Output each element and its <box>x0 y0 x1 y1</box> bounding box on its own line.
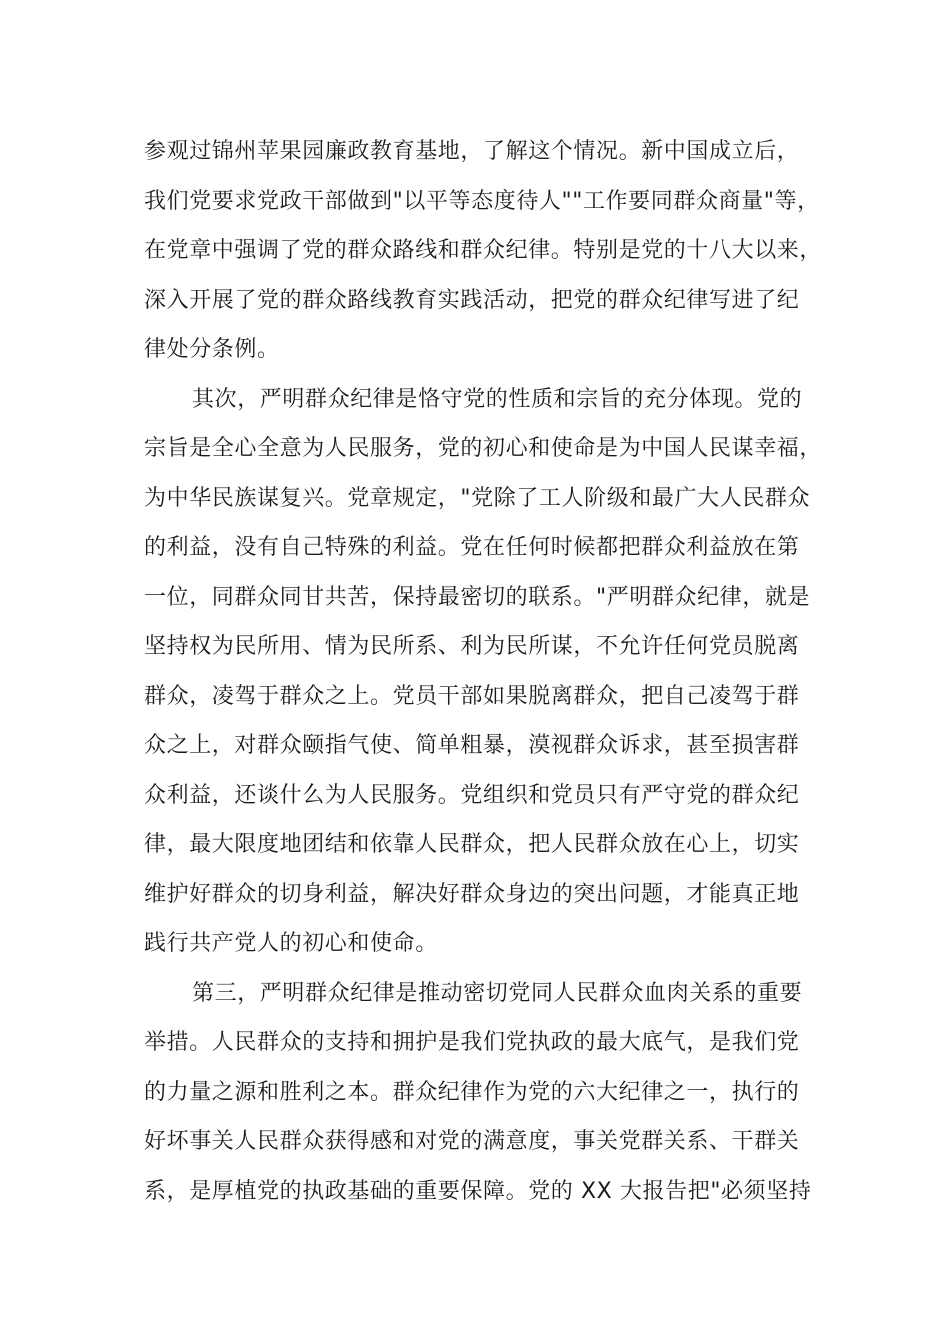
text-line: 一位，同群众同甘共苦，保持最密切的联系。"严明群众纪律，就是 <box>144 584 811 610</box>
text-line: 律处分条例。 <box>144 337 280 362</box>
text-line: 参观过锦州苹果园廉政教育基地，了解这个情况。新中国成立后， <box>144 139 800 164</box>
paragraph-3 <box>144 969 824 1217</box>
text-line: 维护好群众的切身利益，解决好群众身边的突出问题，才能真正地 <box>144 881 800 907</box>
text-line: 深入开展了党的群众路线教育实践活动，把党的群众纪律写进了纪 <box>144 287 800 313</box>
text-line: 我们党要求党政干部做到"以平等态度待人""工作要同群众商量"等， <box>144 188 820 214</box>
text-line: 众利益，还谈什么为人民服务。党组织和党员只有严守党的群众纪 <box>144 782 800 808</box>
text-line: 在党章中强调了党的群众路线和群众纪律。特别是党的十八大以来， <box>144 238 823 263</box>
paragraph-1 <box>144 127 824 375</box>
text-line: 的力量之源和胜利之本。群众纪律作为党的六大纪律之一，执行的 <box>144 1079 800 1105</box>
text-line: 为中华民族谋复兴。党章规定，"党除了工人阶级和最广大人民群众 <box>144 485 811 511</box>
text-line: 坚持权为民所用、情为民所系、利为民所谋，不允许任何党员脱离 <box>144 634 800 659</box>
text-line: 其次，严明群众纪律是恪守党的性质和宗旨的充分体现。党的 <box>192 386 803 412</box>
text-line: 举措。人民群众的支持和拥护是我们党执政的最大底气，是我们党 <box>144 1030 800 1055</box>
text-line: 好坏事关人民群众获得感和对党的满意度，事关党群关系、干群关 <box>144 1129 800 1154</box>
text-line: 律，最大限度地团结和依靠人民群众，把人民群众放在心上，切实 <box>144 832 800 857</box>
text-line: 宗旨是全心全意为人民服务，党的初心和使命是为中国人民谋幸福， <box>144 436 823 461</box>
text-line: 群众，凌驾于群众之上。党员干部如果脱离群众，把自己凌驾于群 <box>144 683 800 709</box>
document-body <box>144 127 824 1216</box>
text-line: 的利益，没有自己特殊的利益。党在任何时候都把群众利益放在第 <box>144 535 800 560</box>
text-line: 众之上，对群众颐指气使、简单粗暴，漠视群众诉求，甚至损害群 <box>144 733 800 758</box>
text-line: 第三，严明群众纪律是推动密切党同人民群众血肉关系的重要 <box>192 980 803 1006</box>
text-line: 践行共产党人的初心和使命。 <box>144 931 438 956</box>
text-line: 系，是厚植党的执政基础的重要保障。党的 XX 大报告把"必须坚持 <box>144 1178 812 1204</box>
paragraph-2 <box>144 375 824 969</box>
